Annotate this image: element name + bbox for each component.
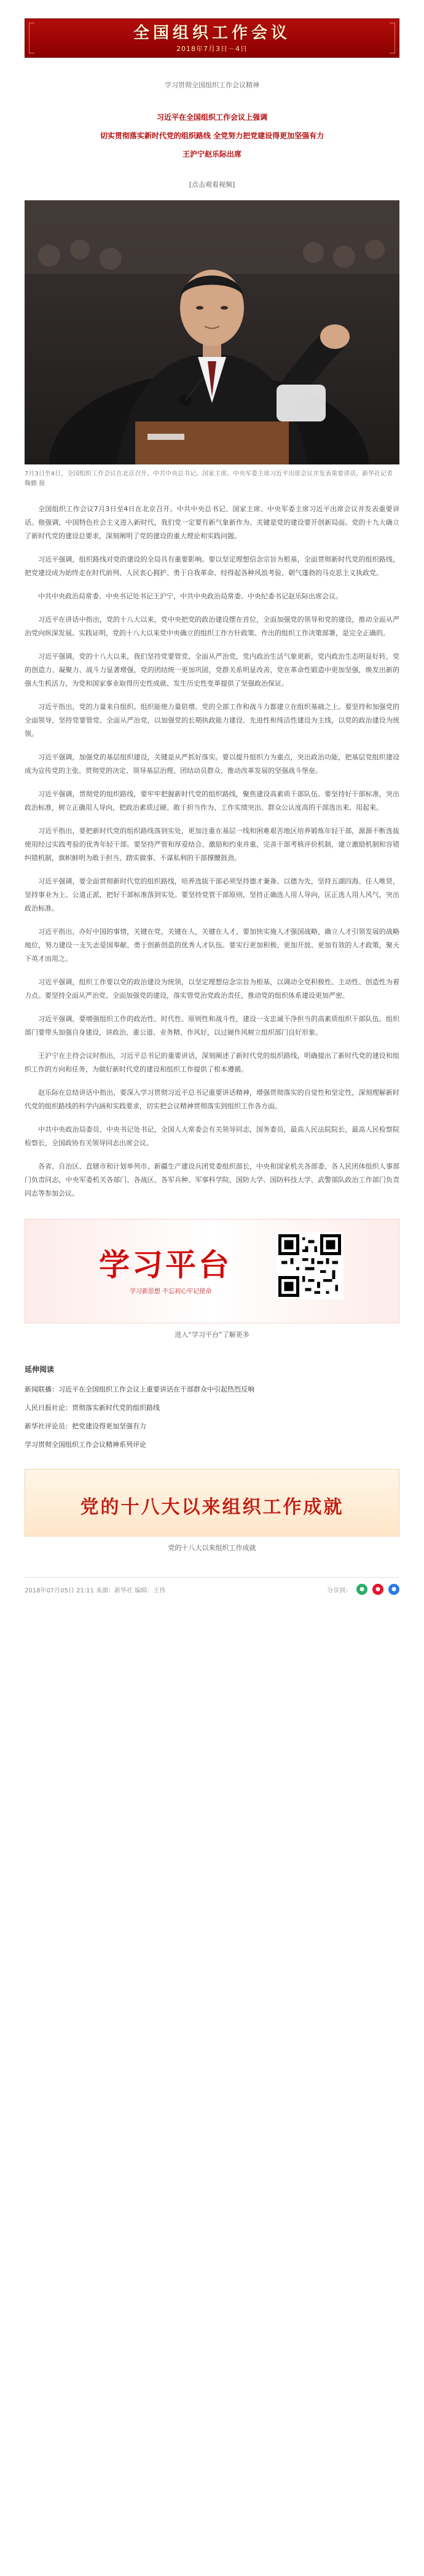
banner-title: 全国组织工作会议 xyxy=(133,24,291,42)
headline-secondary: 切实贯彻落实新时代党的组织路线 全党努力把党建设得更加坚强有力 xyxy=(100,131,324,140)
headline-group xyxy=(25,108,399,163)
xuexi-subtitle: 学习新思想 不忘初心牢记使命 xyxy=(130,1288,212,1295)
related-link[interactable]: 新闻联播：习近平在全国组织工作会议上重要讲话在干部群众中引起热烈反响 xyxy=(25,1385,254,1393)
article-paragraph: 中共中央政治局常委、中央书记处书记王沪宁，中共中央政治局常委、中央纪委书记赵乐际出席会议。 xyxy=(38,592,342,600)
article-paragraph: 习近平强调，组织工作要以党的政治建设为统领，以坚定理想信念宗旨为根基，以调动全党积极性、主动性、创造性为着力点。要坚持全面从严治党、全面加强党的建设，落实管党治党政治责任，推动党的组织体系建设更加严密。 xyxy=(25,978,399,1000)
article-paragraph: 王沪宁在主持会议时指出，习近平总书记的重要讲话，深刻阐述了新时代党的组织路线，明确提出了新时代党的建设和组织工作的方向和任务，为做好新时代党的建设和组织工作提供了根本遵循。 xyxy=(25,1052,399,1073)
related-link[interactable]: 学习贯彻全国组织工作会议精神系列评论 xyxy=(25,1441,146,1449)
share-label: 分享到： xyxy=(327,1587,351,1594)
article-paragraph: 习近平指出，办好中国的事情，关键在党，关键在人，关键在人才。要加快实施人才强国战略，确立人才引领发展的战略地位，努力建设一支矢志爱国奉献、勇于创新创造的优秀人才队伍。要实行更加积极、更加开放、更加有效的人才政策，聚天下英才而用之。 xyxy=(25,928,399,963)
article-paragraph: 中共中央政治局委员、中央书记处书记，全国人大常委会有关领导同志，国务委员，最高人民法院院长，最高人民检察院检察长，全国政协有关领导同志出席会议。 xyxy=(25,1126,399,1147)
article-body xyxy=(25,503,399,1200)
article-paragraph: 习近平指出，党的力量来自组织。组织能使力量倍增。党的全部工作和战斗力都建立在组织基础之上。要坚持和加强党的全面领导，坚持党要管党、全面从严治党，以加强党的长期执政能力建设、先进性和纯洁性建设为主线，以党的政治建设为统领。 xyxy=(25,703,399,738)
headline-attendees: 王沪宁赵乐际出席 xyxy=(182,150,241,159)
qr-code-icon xyxy=(276,1232,344,1299)
article-paragraph: 习近平强调，贯彻党的组织路线，要牢牢把握新时代党的组织路线，聚焦建设高素质干部队伍。要坚持好干部标准，突出政治标准，树立正确用人导向，把政治素质过硬、敢于担当作为、工作实绩突出、群众公认度高的干部选出来、用起来。 xyxy=(25,790,399,812)
news-photo xyxy=(25,200,399,464)
conference-banner xyxy=(25,18,399,58)
related-link[interactable]: 新华社评论员：把党建设得更加坚强有力 xyxy=(25,1422,146,1430)
photo-caption: 7月3日至4日，全国组织工作会议在北京召开。中共中央总书记、国家主席、中央军委主席习近平出席会议并发表重要讲话。新华社记者 鞠鹏 摄 xyxy=(25,471,393,487)
related-link[interactable]: 人民日报社论：贯彻落实新时代党的组织路线 xyxy=(25,1404,160,1412)
related-links xyxy=(25,1364,399,1454)
article-paragraph: 习近平强调，组织路线对党的建设的全局具有重要影响。要以坚定理想信念宗旨为根基，全面贯彻新时代党的组织路线，把党建设成为始终走在时代前列、人民衷心拥护、勇于自我革命、经得起各种风浪考验、朝气蓬勃的马克思主义执政党。 xyxy=(25,555,399,577)
speaker-photo-illustration xyxy=(25,200,399,464)
weibo-share-icon[interactable]: ● xyxy=(372,1584,383,1595)
article-paragraph: 习近平强调，加强党的基层组织建设，关键是从严抓好落实。要以提升组织力为重点，突出政治功能，把基层党组织建设成为宣传党的主张、贯彻党的决定、领导基层治理、团结动员群众、推动改革发展的坚强战斗堡垒。 xyxy=(25,753,399,775)
achievements-title: 党的十八大以来组织工作成就 xyxy=(80,1497,344,1518)
achievements-banner[interactable] xyxy=(25,1469,399,1537)
article-paragraph: 全国组织工作会议7月3日至4日在北京召开。中共中央总书记、国家主席、中央军委主席习近平出席会议并发表重要讲话。他强调，中国特色社会主义进入新时代，我们党一定要有新气象新作为。关键是党的建设要开创新局面。党的十九大确立了新时代党的建设总要求，深刻阐明了党的建设的重大理论和实践问题。 xyxy=(25,505,399,540)
xuexi-title: 学习平台 xyxy=(99,1247,232,1283)
xuexi-platform-banner[interactable] xyxy=(25,1219,399,1323)
article-paragraph: 习近平在讲话中指出，党的十八大以来，党中央把党的政治建设摆在首位，全面加强党的领导和党的建设，推动全面从严治党向纵深发展。实践证明，党的十八大以来党中央确立的组织工作方针政策、作出的组织工作决策部署，是完全正确的。 xyxy=(25,616,399,637)
related-links-title: 延伸阅读 xyxy=(25,1365,55,1374)
article-paragraph: 习近平指出，要把新时代党的组织路线落到实处，更加注重在基层一线和困难艰苦地区培养锻炼年轻干部，源源不断选拔使用经过实践考验的优秀年轻干部。要坚持严管和厚爱结合、激励和约束并重，完善干部考核评价机制，建立激励机制和容错纠错机制，旗帜鲜明为敢于担当、踏实做事、不谋私利的干部撑腰鼓劲。 xyxy=(25,827,399,862)
achievements-note: 党的十八大以来组织工作成就 xyxy=(168,1544,256,1552)
watch-video-link[interactable]: [点击观看视频] xyxy=(189,181,235,189)
page-subtitle: 学习贯彻全国组织工作会议精神 xyxy=(165,81,259,89)
banner-date: 2018年7月3日－4日 xyxy=(176,45,248,53)
xuexi-note: 进入“学习平台”了解更多 xyxy=(175,1331,249,1339)
article-paragraph: 习近平强调，要全面贯彻新时代党的组织路线，培养选拔干部必须坚持德才兼备、以德为先，坚持五湖四海、任人唯贤，坚持事业为上、公道正派，把好干部标准落到实处。要坚持党管干部原则，坚持正确选人用人导向，匡正选人用人风气，突出政治标准。 xyxy=(25,877,399,912)
page xyxy=(0,18,424,1607)
qq-share-icon[interactable]: ● xyxy=(388,1584,399,1595)
article-meta: 2018年07月05日 21:11 来源：新华社 编辑：王伟 xyxy=(25,1587,166,1594)
article-paragraph: 赵乐际在总结讲话中指出，要深入学习贯彻习近平总书记重要讲话精神，增强贯彻落实的自觉性和坚定性，深刻理解新时代党的组织路线的科学内涵和实践要求，切实把会议精神贯彻落实到组织工作各方面。 xyxy=(25,1089,399,1110)
article-footer xyxy=(25,1577,399,1607)
article-paragraph: 习近平强调，党的十八大以来，我们坚持党要管党、全面从严治党，党内政治生活气象更新，党内政治生态明显好转，党的创造力、凝聚力、战斗力显著增强，党的团结统一更加巩固，党群关系明显改善，党在革命性锻造中更加坚强，焕发出新的强大生机活力，为党和国家事业取得历史性成就、发生历史性变革提供了坚强政治保证。 xyxy=(25,652,399,687)
article-paragraph: 各省、自治区、直辖市和计划单列市、新疆生产建设兵团党委组织部长，中央和国家机关各部委、各人民团体组织人事部门负责同志，中央军委机关各部门、各战区、各军兵种、军事科学院、国防大学、国防科技大学、武警部队政治工作部门负责同志等参加会议。 xyxy=(25,1162,399,1197)
share-bar xyxy=(327,1584,399,1595)
article-paragraph: 习近平强调，要增强组织工作的政治性、时代性、原则性和战斗性，建设一支忠诚干净担当的高素质组织干部队伍。组织部门要带头加强自身建设，讲政治、重公道、业务精、作风好，以过硬作风树立组织部门良好形象。 xyxy=(25,1015,399,1036)
wechat-share-icon[interactable]: ● xyxy=(356,1584,367,1595)
headline-main: 习近平在全国组织工作会议上强调 xyxy=(156,113,267,122)
